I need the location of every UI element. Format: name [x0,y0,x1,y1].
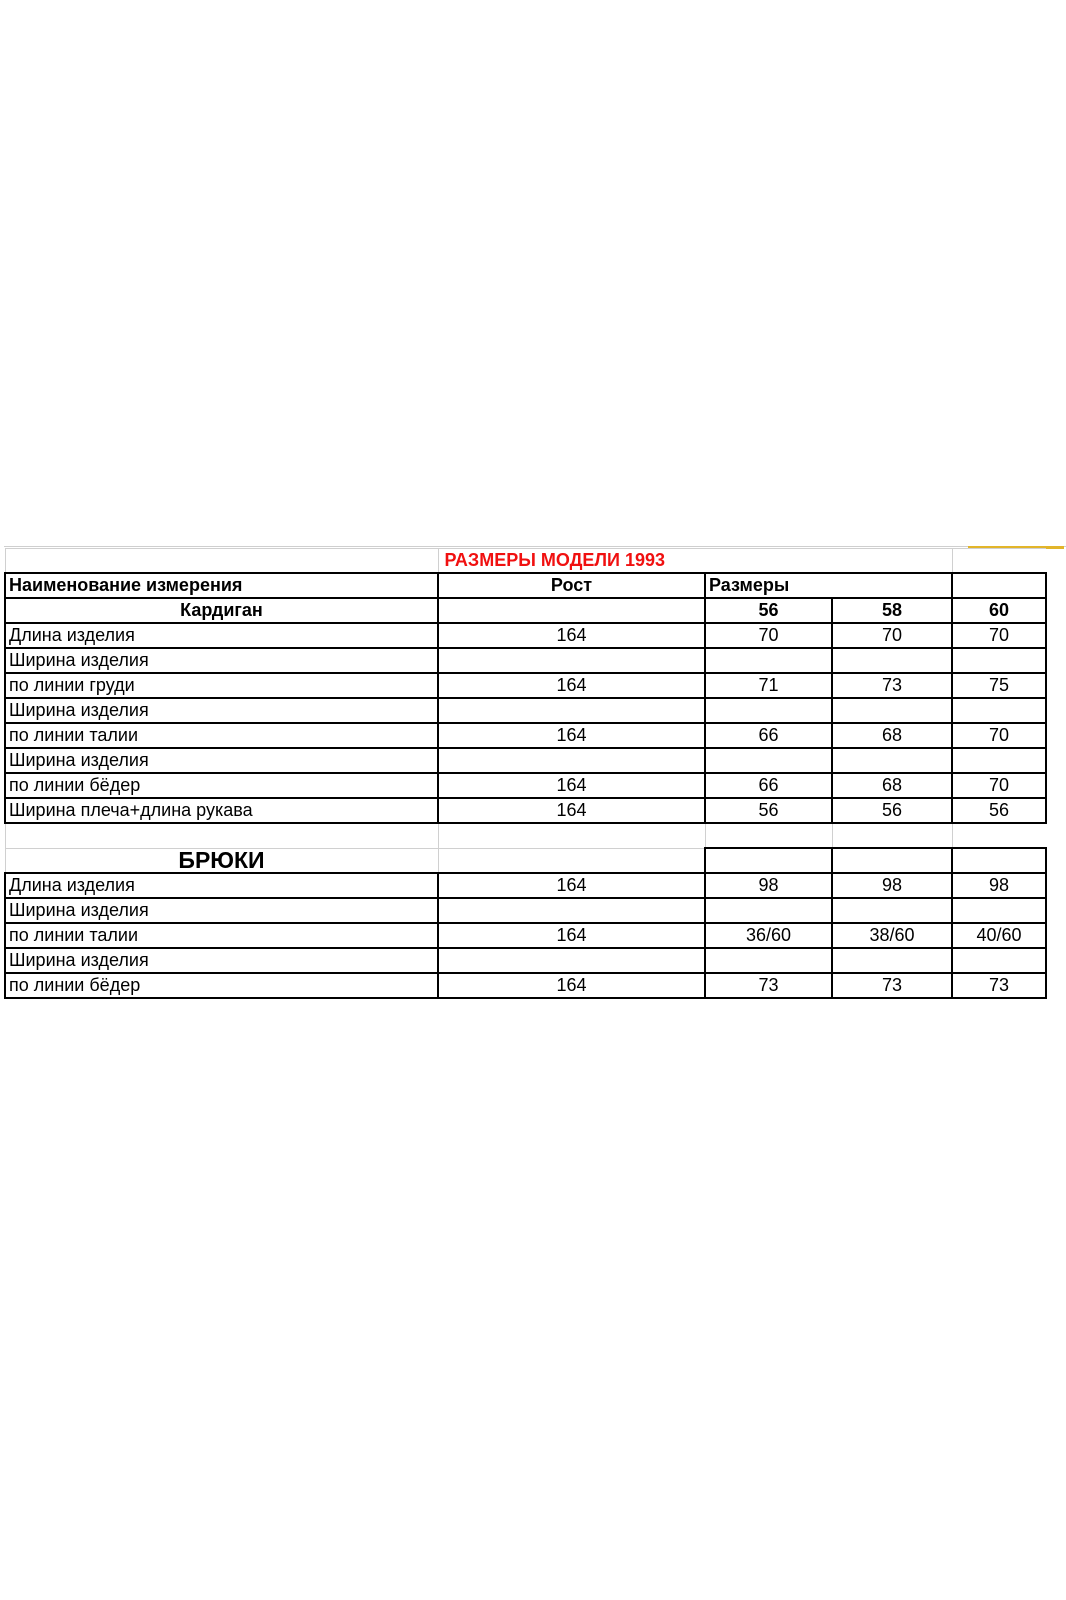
height-value: 164 [438,923,705,948]
measurement-name: Длина изделия [5,623,438,648]
measurement-name: Ширина изделия [5,748,438,773]
size-60-value: 70 [952,623,1046,648]
size-60-value: 56 [952,798,1046,823]
height-value: 164 [438,673,705,698]
column-header-height: Рост [438,573,705,598]
section-title-cardigan: Кардиган [5,598,438,623]
size-56-value: 73 [705,973,832,998]
chart-title: РАЗМЕРЫ МОДЕЛИ 1993 [438,549,952,574]
size-60-value [952,698,1046,723]
trousers-row [5,923,1046,948]
size-56-value: 71 [705,673,832,698]
size-header-60: 60 [952,598,1046,623]
size-58-value: 73 [832,673,952,698]
measurement-name: Длина изделия [5,873,438,898]
section-title-trousers: БРЮКИ [5,848,438,873]
size-58-value: 68 [832,773,952,798]
measurement-name: по линии талии [5,723,438,748]
sheet-gridline [4,546,1066,547]
cardigan-row [5,648,1046,673]
size-56-value: 98 [705,873,832,898]
height-value: 164 [438,773,705,798]
height-value [438,898,705,923]
height-value: 164 [438,873,705,898]
height-value [438,948,705,973]
size-58-value [832,898,952,923]
measurement-name: Ширина изделия [5,698,438,723]
column-header-sizes: Размеры [705,573,832,598]
size-60-value: 40/60 [952,923,1046,948]
spacer-row [5,823,1046,848]
size-60-value [952,898,1046,923]
size-56-value [705,648,832,673]
cardigan-row [5,698,1046,723]
size-56-value: 66 [705,723,832,748]
size-56-value: 36/60 [705,923,832,948]
size-58-value [832,948,952,973]
height-value [438,648,705,673]
header-row [5,573,1046,598]
size-56-value [705,748,832,773]
height-value [438,698,705,723]
height-value: 164 [438,623,705,648]
size-60-value: 98 [952,873,1046,898]
measurement-name: Ширина изделия [5,948,438,973]
cardigan-row [5,673,1046,698]
size-58-value [832,648,952,673]
trousers-row [5,898,1046,923]
size-58-value: 70 [832,623,952,648]
cardigan-row [5,748,1046,773]
measurement-name: по линии бёдер [5,773,438,798]
cardigan-row [5,798,1046,823]
size-58-value: 98 [832,873,952,898]
size-56-value: 70 [705,623,832,648]
trousers-row [5,873,1046,898]
size-56-value: 66 [705,773,832,798]
size-60-value [952,948,1046,973]
size-60-value: 73 [952,973,1046,998]
size-56-value [705,698,832,723]
size-58-value [832,748,952,773]
size-58-value: 73 [832,973,952,998]
measurement-name: по линии бёдер [5,973,438,998]
size-60-value: 70 [952,723,1046,748]
size-56-value [705,948,832,973]
trousers-row [5,973,1046,998]
size-58-value [832,698,952,723]
size-56-value [705,898,832,923]
cardigan-row [5,623,1046,648]
measurement-name: Ширина изделия [5,648,438,673]
column-header-measurement: Наименование измерения [5,573,438,598]
size-58-value: 56 [832,798,952,823]
size-60-value: 70 [952,773,1046,798]
height-value: 164 [438,973,705,998]
measurement-name: Ширина плеча+длина рукава [5,798,438,823]
height-value [438,748,705,773]
measurement-name: по линии груди [5,673,438,698]
size-60-value: 75 [952,673,1046,698]
measurement-name: по линии талии [5,923,438,948]
cardigan-header-row [5,598,1046,623]
size-header-56: 56 [705,598,832,623]
trousers-row [5,948,1046,973]
cardigan-row [5,723,1046,748]
size-chart-table [4,548,1047,999]
height-value: 164 [438,723,705,748]
size-60-value [952,748,1046,773]
trousers-header-row [5,848,1046,873]
cardigan-row [5,773,1046,798]
measurement-name: Ширина изделия [5,898,438,923]
size-58-value: 68 [832,723,952,748]
size-header-58: 58 [832,598,952,623]
size-56-value: 56 [705,798,832,823]
title-row [5,549,1046,574]
size-60-value [952,648,1046,673]
height-value: 164 [438,798,705,823]
size-58-value: 38/60 [832,923,952,948]
